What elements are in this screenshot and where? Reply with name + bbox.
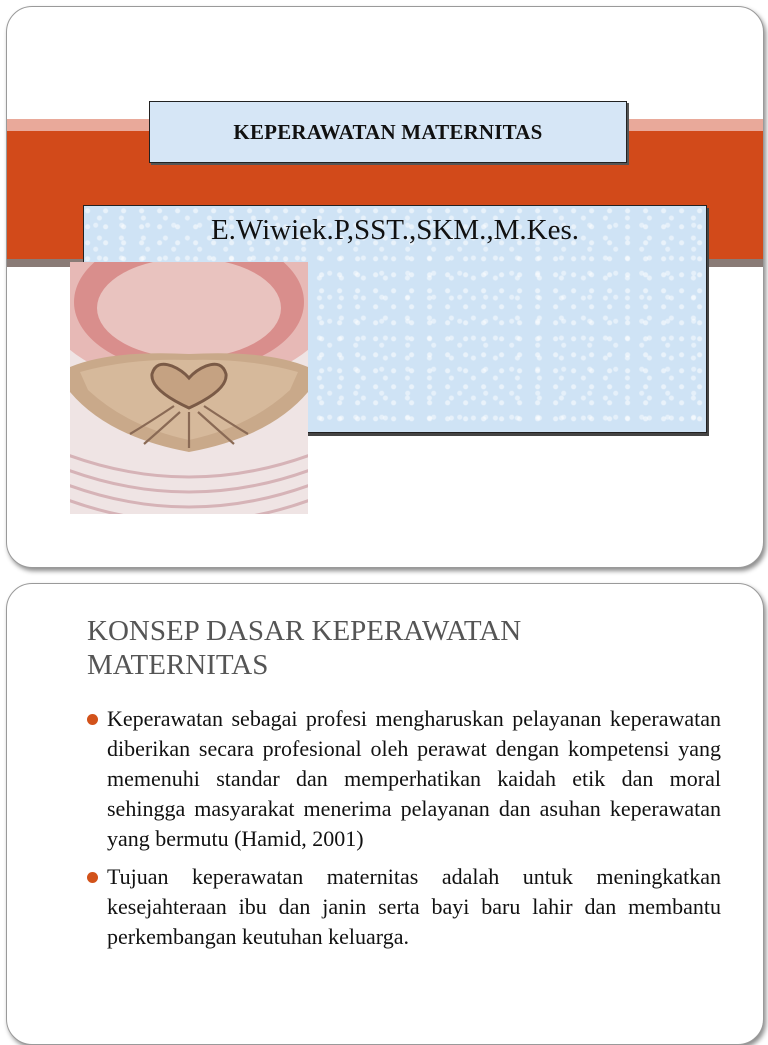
slide-title: KEPERAWATAN MATERNITAS [233,119,543,144]
bullet-dot-icon [87,714,98,725]
title-slide [6,6,764,568]
content-title: KONSEP DASAR KEPERAWATAN MATERNITAS [87,615,522,681]
slide-title-box [149,101,627,163]
illustration-image [70,262,308,514]
content-slide [6,583,764,1045]
bullet-list [87,704,721,960]
bullet-text: Tujuan keperawatan maternitas adalah untuk meningkatkan kesejahteraan ibu dan janin serta bayi baru lahir dan membantu perkembangan keutuhan keluarga. [107,864,721,949]
list-item [87,862,721,952]
list-item [87,704,721,854]
author-name: E.Wiwiek.P,SST.,SKM.,M.Kes. [210,214,580,246]
bullet-text: Keperawatan sebagai profesi mengharuskan pelayanan keperawatan diberikan secara profesional oleh perawat dengan kompetensi yang memenuhi standar dan memperhatikan kaidah etik dan moral sehingga masyarakat menerima pelayanan dan asuhan keperawatan yang bermutu (Hamid, 2001) [107,706,721,851]
bullet-dot-icon [87,872,98,883]
